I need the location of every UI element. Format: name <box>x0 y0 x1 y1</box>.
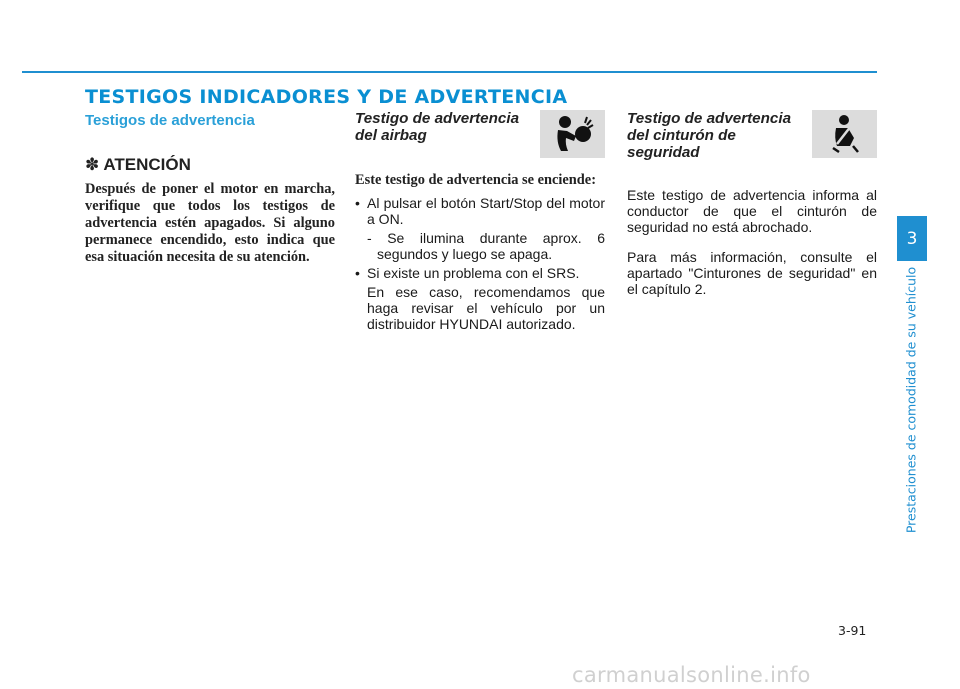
airbag-conditions-list <box>355 195 605 332</box>
column-airbag <box>355 110 605 335</box>
header-rule <box>22 71 877 73</box>
chapter-tab: 3 <box>897 216 927 261</box>
airbag-intro: Este testigo de advertencia se enciende: <box>355 172 596 188</box>
seatbelt-paragraph-1: Este testigo de advertencia informa al conductor de que el cinturón de seguridad no está abrochado. <box>627 187 877 235</box>
caution-heading: ✽ ATENCIÓN <box>85 155 191 174</box>
column-warnings-intro <box>85 110 335 266</box>
list-item-continuation: En ese caso, recomendamos que haga revisar el vehículo por un distribuidor HYUNDAI autorizado. <box>367 284 605 332</box>
warnings-subheading: Testigos de advertencia <box>85 112 255 129</box>
page-number: 3-91 <box>838 623 867 638</box>
column-seatbelt <box>627 110 877 311</box>
seatbelt-paragraph-2: Para más información, consulte el apartado "Cinturones de seguridad" en el capítulo 2. <box>627 249 877 297</box>
airbag-warning-icon <box>540 110 605 158</box>
list-item: • Al pulsar el botón Start/Stop del motor a ON. <box>355 195 605 227</box>
caution-text: Después de poner el motor en marcha, verifique que todos los testigos de advertencia estén apagados. Si alguno permanece encendido, esto indica que esa situación necesita de su atención. <box>85 181 335 265</box>
list-subitem: - Se ilumina durante aprox. 6 segundos y luego se apaga. <box>367 230 605 262</box>
airbag-warning-title: Testigo de advertencia del airbag <box>355 110 520 144</box>
watermark: carmanualsonline.info <box>572 663 811 687</box>
section-title: TESTIGOS INDICADORES Y DE ADVERTENCIA <box>85 86 568 108</box>
list-item: • Si existe un problema con el SRS. <box>355 265 605 281</box>
seatbelt-warning-title: Testigo de advertencia del cinturón de seguridad <box>627 110 792 161</box>
chapter-label: Prestaciones de comodidad de su vehículo <box>904 261 919 539</box>
seatbelt-warning-icon <box>812 110 877 158</box>
